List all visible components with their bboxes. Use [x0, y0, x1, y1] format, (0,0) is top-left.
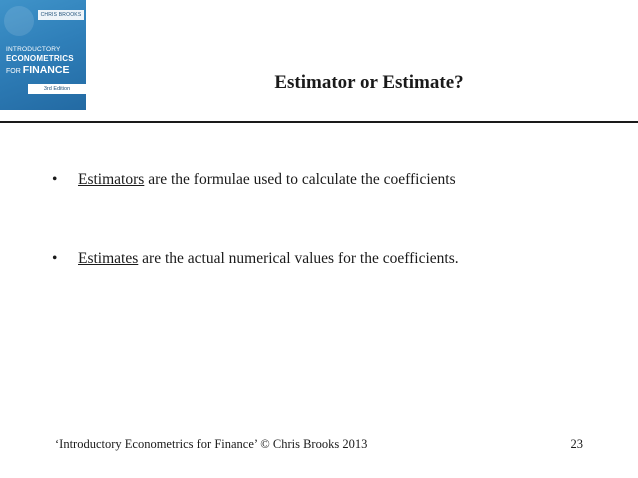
cover-title-prefix: FOR [6, 68, 21, 75]
cover-decoration [4, 6, 34, 36]
bullet-text: are the formulae used to calculate the coefficients [144, 171, 456, 188]
book-cover-image [0, 0, 86, 110]
bullet-term: Estimates [78, 250, 139, 267]
footer-citation: ‘Introductory Econometrics for Finance’ © Chris Brooks 2013 [55, 437, 368, 451]
cover-title-line-2: ECONOMETRICS [6, 54, 74, 63]
cover-title-main: FINANCE [22, 64, 70, 76]
slide-title: Estimator or Estimate? [274, 72, 464, 93]
cover-title-line-3 [6, 64, 86, 78]
bullet-marker: • [52, 250, 58, 267]
cover-title [6, 46, 86, 78]
cover-title-line-1: INTRODUCTORY [6, 46, 61, 53]
cover-author: CHRIS BROOKS [38, 10, 84, 20]
bullet-marker: • [52, 171, 58, 188]
cover-edition: 3rd Edition [28, 84, 86, 94]
page-number: 23 [570, 437, 583, 451]
title-divider [0, 121, 638, 123]
bullet-text: are the actual numerical values for the coefficients. [138, 250, 459, 267]
bullet-term: Estimators [78, 171, 145, 188]
bullet-item [52, 170, 612, 190]
bullet-item [52, 249, 612, 269]
